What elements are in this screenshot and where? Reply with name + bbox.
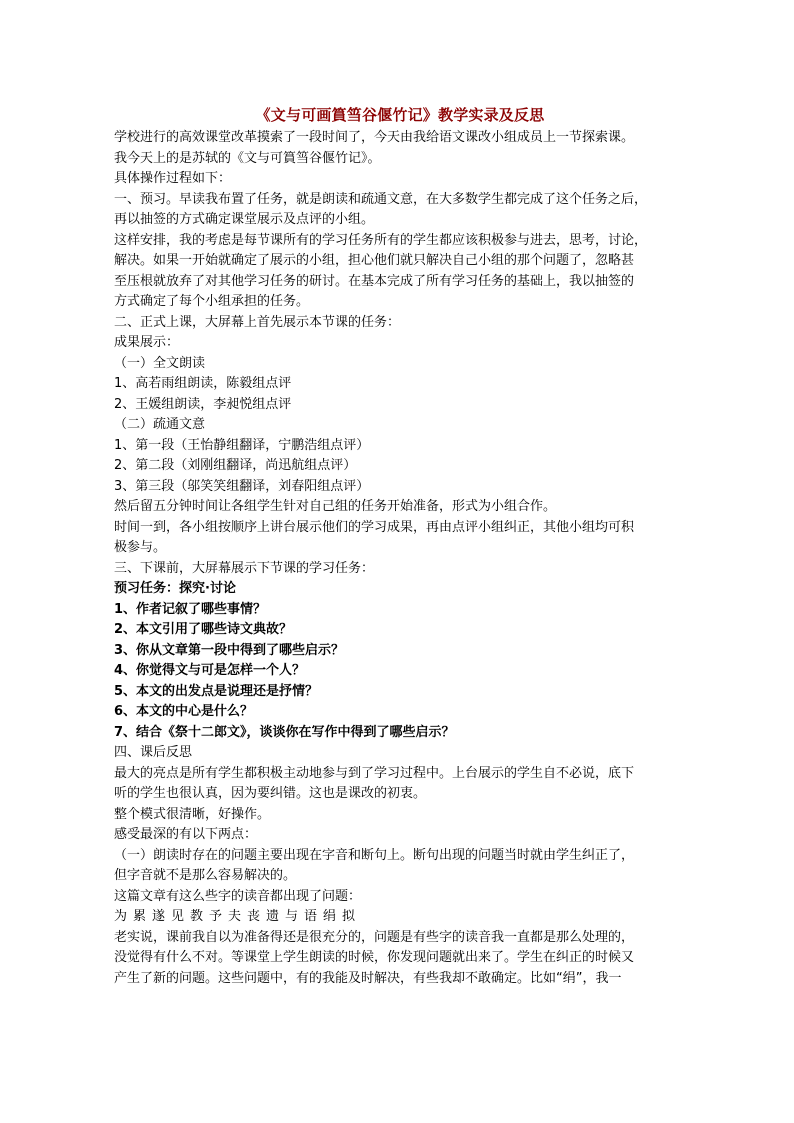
- text-line: 方式确定了每个小组承担的任务。: [114, 294, 310, 309]
- document-body: [114, 128, 686, 989]
- text-line: 我今天上的是苏轼的《文与可篔筜谷偃竹记》。: [114, 150, 381, 166]
- text-line: 2、第二段（刘刚组翻译，尚迅航组点评）: [114, 458, 357, 473]
- text-line: 1、作者记叙了哪些事情？: [114, 601, 267, 617]
- text-line: 时间一到，各小组按顺序上讲台展示他们的学习成果，再由点评小组纠正，其他小组均可积: [114, 519, 635, 535]
- text-line: 解决。如果一开始就确定了展示的小组，担心他们就只解决自己小组的那个问题了，忽略甚: [114, 253, 635, 268]
- text-line: 学校进行的高效课堂改革摸索了一段时间了，今天由我给语文课改小组成员上一节探索课。: [114, 130, 635, 145]
- text-line: 感受最深的有以下两点：: [114, 827, 258, 842]
- text-line: 整个模式很清晰，好操作。: [114, 806, 271, 822]
- text-line: 5、本文的出发点是说理还是抒情？: [114, 683, 319, 699]
- text-line: 四、课后反思: [114, 745, 193, 760]
- text-line: 听的学生也很认真，因为要纠错。这也是课改的初衷。: [114, 786, 427, 801]
- text-line: 极参与。: [114, 540, 167, 555]
- text-line: 为累遂见教予夫丧遗与语绢拟: [114, 909, 362, 924]
- text-line: 2、王媛组朗读，李昶悦组点评: [114, 396, 292, 412]
- text-line: 再以抽签的方式确定课堂展示及点评的小组。: [114, 212, 375, 227]
- text-line: 2、本文引用了哪些诗文典故？: [114, 622, 293, 637]
- text-line: 成果展示：: [114, 335, 180, 350]
- text-line: 但字音就不是那么容易解决的。: [114, 868, 297, 883]
- text-line: 至压根就放弃了对其他学习任务的研讨。在基本完成了所有学习任务的基础上，我以抽签的: [114, 273, 635, 289]
- text-line: 具体操作过程如下：: [114, 171, 232, 186]
- text-line: 最大的亮点是所有学生都积极主动地参与到了学习过程中。上台展示的学生自不必说，底下: [114, 765, 635, 781]
- text-line: 然后留五分钟时间让各组学生针对自己组的任务开始准备，形式为小组合作。: [114, 499, 557, 514]
- text-line: 这篇文章有这么些字的读音都出现了问题：: [114, 888, 362, 904]
- text-line: 1、第一段（王怡静组翻译，宁鹏浩组点评）: [114, 437, 370, 453]
- text-line: 预习任务：探究·讨论: [114, 581, 236, 596]
- text-line: （一）全文朗读: [114, 355, 206, 371]
- text-line: 6、本文的中心是什么？: [114, 704, 254, 719]
- text-line: 没觉得有什么不对。等课堂上学生朗读的时候，你发现问题就出来了。学生在纠正的时候又: [114, 950, 635, 965]
- document-title: 《文与可画篔筜谷偃竹记》教学实录及反思: [255, 106, 545, 124]
- text-line: 4、你觉得文与可是怎样一个人？: [114, 663, 306, 678]
- text-line: 这样安排，我的考虑是每节课所有的学习任务所有的学生都应该积极参与进去，思考，讨论，: [114, 232, 648, 248]
- text-line: 三、下课前，大屏幕展示下节课的学习任务：: [114, 560, 375, 576]
- document-page: [114, 104, 686, 989]
- text-line: 二、正式上课，大屏幕上首先展示本节课的任务：: [114, 314, 401, 330]
- text-line: （一）朗读时存在的问题主要出现在字音和断句上。断句出现的问题当时就由学生纠正了，: [114, 847, 635, 863]
- text-line: 产生了新的问题。这些问题中，有的我能及时解决，有些我却不敢确定。比如“绢”，我一: [114, 970, 622, 986]
- text-line: 3、第三段（邬笑笑组翻译，刘春阳组点评）: [114, 478, 370, 494]
- text-line: 一、预习。早读我布置了任务，就是朗读和疏通文意，在大多数学生都完成了这个任务之后，: [114, 191, 648, 207]
- text-line: 1、高若雨组朗读，陈毅组点评: [114, 376, 292, 391]
- text-line: 3、你从文章第一段中得到了哪些启示？: [114, 642, 345, 658]
- text-line: （二）疏通文意: [114, 417, 206, 432]
- text-line: 7、结合《祭十二郎文》，谈谈你在写作中得到了哪些启示？: [114, 724, 455, 740]
- text-line: 老实说，课前我自以为准备得还是很充分的，问题是有些字的读音我一直都是那么处理的，: [114, 929, 635, 945]
